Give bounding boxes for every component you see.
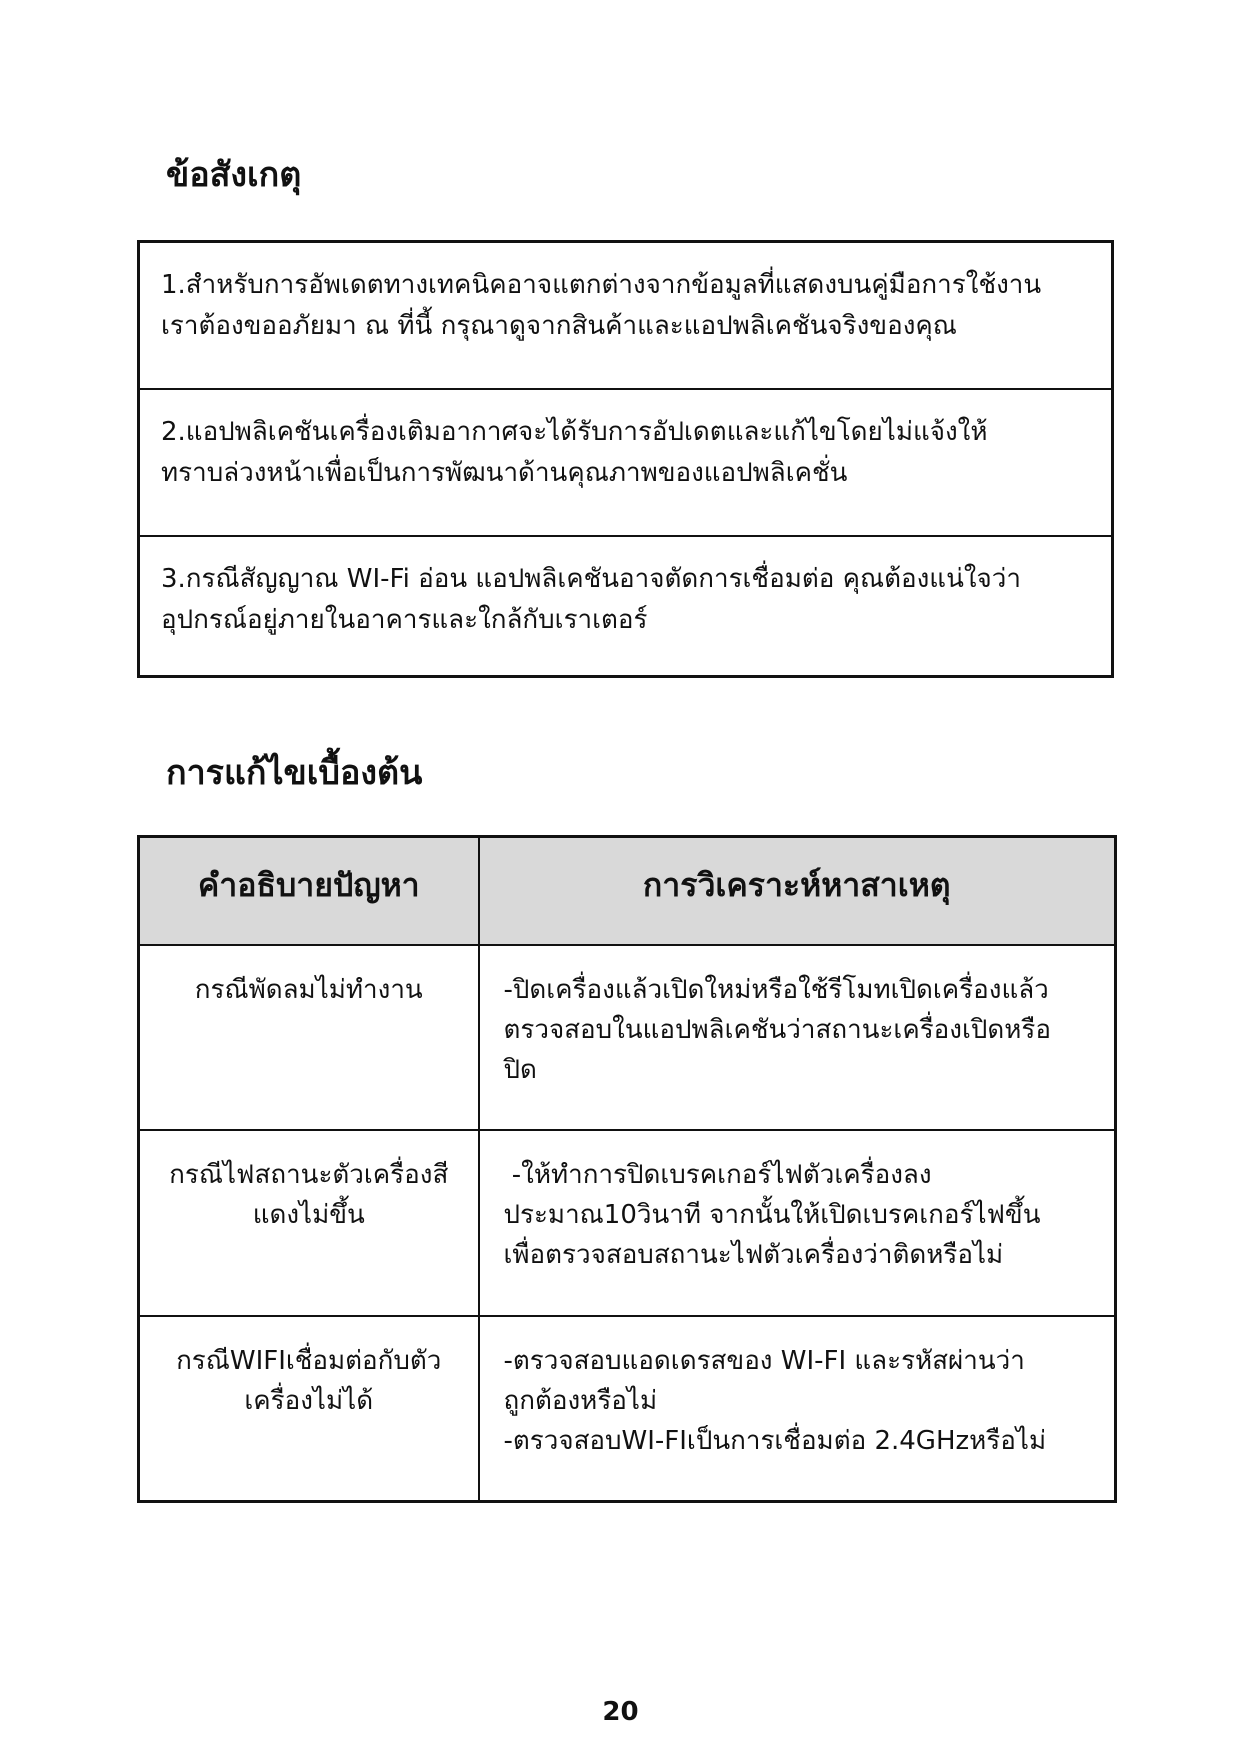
- problem-line: กรณีWIFIเชื่อมต่อกับตัว: [176, 1345, 442, 1376]
- cause-line: เพื่อตรวจสอบสถานะไฟตัวเครื่องว่าติดหรือไม่: [503, 1240, 1004, 1271]
- note-item-3: [140, 537, 1111, 681]
- troubleshooting-heading: การแก้ไขเบื้องต้น: [166, 753, 423, 793]
- cause-cell: [479, 1130, 1116, 1316]
- cause-line: ถูกต้องหรือไม่: [503, 1385, 658, 1416]
- problem-line: เครื่องไม่ได้: [244, 1385, 374, 1416]
- note-line: เราต้องขออภัยมา ณ ที่นี้ กรุณาดูจากสินค้าและแอปพลิเคชันจริงของคุณ: [161, 311, 957, 341]
- problem-line: กรณีไฟสถานะตัวเครื่องสี: [169, 1160, 449, 1191]
- cause-line: ตรวจสอบในแอปพลิเคชันว่าสถานะเครื่องเปิดหรือ: [503, 1014, 1051, 1045]
- table-row: [139, 1130, 1116, 1316]
- cause-cell: [479, 1316, 1116, 1502]
- cause-line: -ตรวจสอบแอดเดรสของ WI-FI และรหัสผ่านว่า: [503, 1345, 1025, 1376]
- problem-cell: [139, 1316, 479, 1502]
- page-number: 20: [602, 1697, 639, 1727]
- table-header-row: [139, 837, 1116, 945]
- column-header-cause: การวิเคราะห์หาสาเหตุ: [479, 837, 1116, 945]
- cause-line: -ตรวจสอบWI-FIเป็นการเชื่อมต่อ 2.4GHzหรือไม่: [503, 1425, 1047, 1456]
- note-line: อุปกรณ์อยู่ภายในอาคารและใกล้กับเราเตอร์: [161, 605, 648, 635]
- note-line: ทราบล่วงหน้าเพื่อเป็นการพัฒนาด้านคุณภาพของแอปพลิเคชั่น: [161, 458, 848, 488]
- note-line: 3.กรณีสัญญาณ WI-Fi อ่อน แอปพลิเคชันอาจตัดการเชื่อมต่อ คุณต้องแน่ใจว่า: [161, 564, 1021, 594]
- problem-cell: [139, 945, 479, 1131]
- problem-cell: [139, 1130, 479, 1316]
- cause-line: -ให้ทำการปิดเบรคเกอร์ไฟตัวเครื่องลง: [503, 1160, 932, 1191]
- notes-heading: ข้อสังเกตุ: [166, 155, 302, 195]
- cause-line: -ปิดเครื่องแล้วเปิดใหม่หรือใช้รีโมทเปิดเครื่องแล้ว: [503, 974, 1049, 1005]
- table-row: [139, 945, 1116, 1131]
- note-line: 2.แอปพลิเคชันเครื่องเติมอากาศจะได้รับการอัปเดตและแก้ไขโดยไม่แจ้งให้: [161, 417, 988, 447]
- table-row: [139, 1316, 1116, 1502]
- problem-line: กรณีพัดลมไม่ทำงาน: [194, 974, 423, 1005]
- note-item-1: [140, 243, 1111, 390]
- column-header-problem: คำอธิบายปัญหา: [139, 837, 479, 945]
- cause-line: ประมาณ10วินาที จากนั้นให้เปิดเบรคเกอร์ไฟขึ้น: [503, 1200, 1041, 1231]
- cause-line: ปิด: [503, 1054, 537, 1085]
- notes-box: [137, 240, 1114, 678]
- troubleshooting-table: [137, 835, 1117, 1503]
- cause-cell: [479, 945, 1116, 1131]
- note-item-2: [140, 390, 1111, 537]
- note-line: 1.สำหรับการอัพเดตทางเทคนิคอาจแตกต่างจากข้อมูลที่แสดงบนคู่มือการใช้งาน: [161, 270, 1042, 300]
- problem-line: แดงไม่ขึ้น: [252, 1200, 365, 1231]
